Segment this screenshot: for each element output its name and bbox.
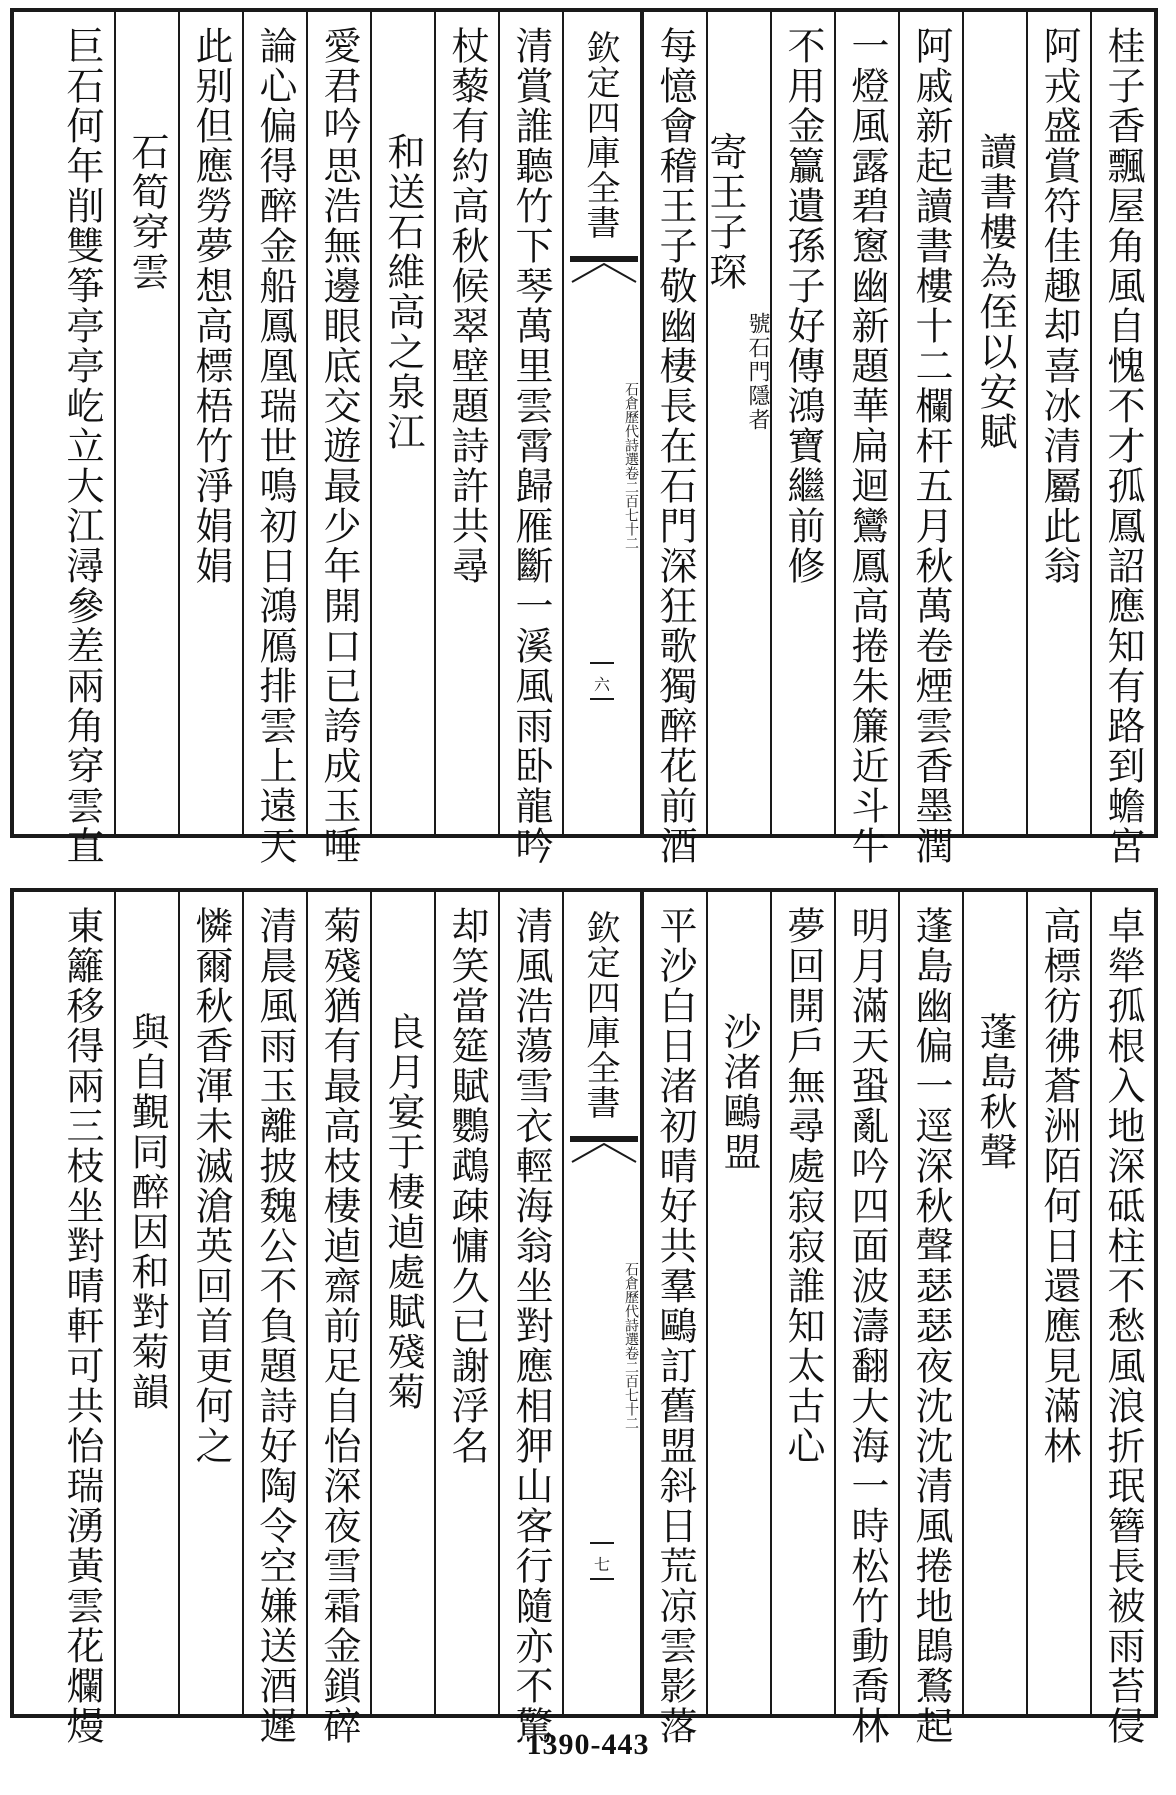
title-column — [370, 892, 434, 1714]
text-column — [898, 12, 962, 866]
verse-line: 明月滿天蛩亂吟四面波濤翻大海一時松竹動喬林 — [845, 906, 889, 1746]
page-panel-top — [10, 8, 1158, 866]
spine-juan: 卷二百七十二 — [623, 466, 639, 550]
page-number: 1390-443 — [526, 1728, 650, 1761]
verse-line: 巨石何年削雙筝亭亭屹立大江潯參差兩角穿雲直 — [60, 26, 104, 866]
text-column — [498, 12, 562, 866]
text-column — [178, 12, 242, 834]
fishtail-mark-icon — [570, 1136, 638, 1164]
verse-line: 憐爾秋香渾未滅滄英回首更何之 — [189, 906, 233, 1466]
verse-line: 清賞誰聽竹下琴萬里雲霄歸雁斷一溪風雨卧龍吟 — [509, 26, 553, 866]
text-column — [834, 892, 898, 1746]
text-column — [770, 12, 834, 834]
title-column — [114, 12, 178, 834]
text-column — [1090, 12, 1154, 866]
text-column — [178, 892, 242, 1714]
verse-line: 菊殘猶有最高枝棲逌齋前足自怡深夜雪霜金鎖碎 — [317, 906, 361, 1746]
text-column — [642, 892, 706, 1746]
title-column — [962, 892, 1026, 1714]
spine-rule — [590, 1542, 614, 1544]
spine-juan: 卷二百七十二 — [623, 1346, 639, 1430]
leaf-number: 六 — [593, 675, 610, 694]
spine-book-title: 石倉歷代詩選 — [623, 1262, 639, 1346]
verse-line: 清風浩蕩雪衣輕海翁坐對應相狎山客行隨亦不驚 — [509, 906, 553, 1746]
column-row — [14, 12, 1154, 866]
text-column — [642, 12, 706, 866]
poem-title: 良月宴于棲逌處賦殘菊 — [381, 1012, 425, 1412]
poem-title: 寄王子琛 — [703, 132, 747, 292]
verse-line: 夢回開戶無尋處寂寂誰知太古心 — [781, 906, 825, 1466]
verse-line: 卓犖孤根入地深砥柱不愁風浪折珉簪長被雨苔侵 — [1101, 906, 1145, 1746]
text-column — [498, 892, 562, 1746]
verse-line: 阿戎盛賞符佳趣却喜冰清屬此翁 — [1037, 26, 1081, 586]
verse-line: 論心偏得醉金船鳳凰瑞世鳴初日鴻鴈排雲上遠天 — [253, 26, 297, 866]
text-column — [242, 892, 306, 1746]
text-column — [434, 892, 498, 1714]
spine-rule — [590, 1578, 614, 1580]
poem-title: 石筍穿雲 — [125, 132, 169, 292]
text-column — [1026, 12, 1090, 834]
spine-subtitle — [564, 1236, 640, 1456]
verse-line: 不用金籯遺孫子好傳鴻寶繼前修 — [781, 26, 825, 586]
title-column — [962, 12, 1026, 834]
text-column — [1090, 892, 1154, 1746]
text-column — [770, 892, 834, 1714]
spine-book-title: 石倉歷代詩選 — [623, 382, 639, 466]
leaf-number: 七 — [593, 1555, 610, 1574]
poem-title: 沙渚鷗盟 — [717, 1012, 761, 1172]
fishtail-mark-icon — [570, 256, 638, 284]
spine-rule — [590, 698, 614, 700]
verse-line: 高標彷彿蒼洲陌何日還應見滿林 — [1037, 906, 1081, 1466]
title-annotation: 號石門隱者 — [745, 312, 770, 432]
title-column — [703, 12, 770, 834]
text-column — [306, 12, 370, 866]
spine-subtitle — [564, 356, 640, 576]
verse-line: 桂子香飄屋角風自愧不才孤鳳詔應知有路到蟾宮 — [1101, 26, 1145, 866]
text-column — [242, 12, 306, 866]
verse-line: 平沙白日渚初晴好共羣鷗訂舊盟斜日荒凉雲影落 — [653, 906, 697, 1746]
poem-title: 讀書樓為侄以安賦 — [973, 132, 1017, 452]
text-column — [834, 12, 898, 866]
verse-line: 東籬移得兩三枝坐對晴軒可共怡瑞湧黃雲花爛熳 — [60, 906, 104, 1746]
spine-rule — [590, 662, 614, 664]
verse-line: 一燈風露碧窻幽新題華扁迴鸞鳳高捲朱簾近斗牛 — [845, 26, 889, 866]
center-spine — [562, 892, 642, 1714]
text-column — [306, 892, 370, 1746]
verse-line: 愛君吟思浩無邊眼底交遊最少年開口已誇成玉唾 — [317, 26, 361, 866]
text-column — [898, 892, 962, 1746]
spine-title: 欽定四庫全書 — [580, 30, 620, 240]
verse-line: 却笑當筵賦鸚鵡疎慵久已謝浮名 — [445, 906, 489, 1466]
text-column — [1026, 892, 1090, 1714]
verse-line: 每憶會稽王子敬幽棲長在石門深狂歌獨醉花前酒 — [653, 26, 697, 866]
center-spine — [562, 12, 642, 834]
text-column — [50, 892, 114, 1746]
title-column — [370, 12, 434, 834]
poem-title: 與自覲同醉因和對菊韻 — [125, 1012, 169, 1412]
poem-title: 和送石維高之泉江 — [381, 132, 425, 452]
verse-line: 杖藜有約高秋候翠壁題詩許共尋 — [445, 26, 489, 586]
text-column — [434, 12, 498, 834]
verse-line: 此别但應勞夢想高標梧竹淨娟娟 — [189, 26, 233, 586]
text-column — [50, 12, 114, 866]
title-column — [114, 892, 178, 1714]
verse-line: 蓬島幽偏一逕深秋聲瑟瑟夜沈沈清風捲地鵾鶩起 — [909, 906, 953, 1746]
poem-title: 蓬島秋聲 — [973, 1012, 1017, 1172]
spine-title: 欽定四庫全書 — [580, 910, 620, 1120]
verse-line: 清晨風雨玉離披魏公不負題詩好陶令空嫌送酒遲 — [253, 906, 297, 1746]
title-column — [706, 892, 770, 1714]
verse-line: 阿戚新起讀書樓十二欄杆五月秋萬卷煙雲香墨潤 — [909, 26, 953, 866]
